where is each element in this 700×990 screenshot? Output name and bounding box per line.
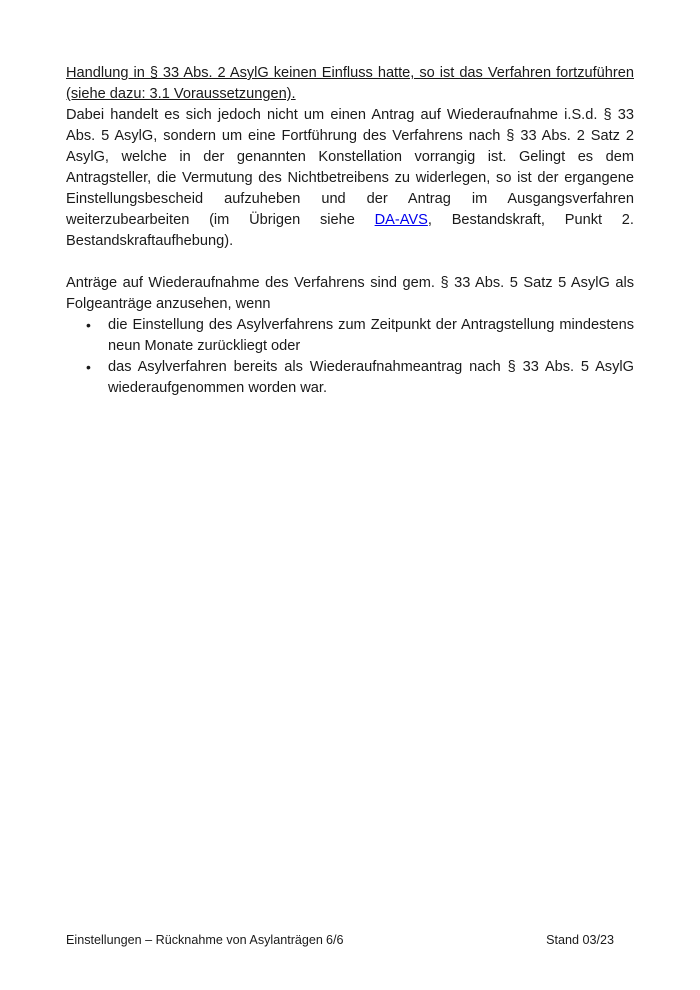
paragraph-fortfuehrung xyxy=(66,105,634,252)
list-item xyxy=(66,357,634,399)
paragraph-spacer xyxy=(66,252,634,273)
document-body xyxy=(66,63,634,399)
intro-paragraph: Handlung in § 33 Abs. 2 AsylG keinen Einfluss hatte, so ist das Verfahren fortzuführen (siehe dazu: 3.1 Voraussetzungen). xyxy=(66,65,634,102)
footer-stand: Stand 03/23 xyxy=(546,933,614,947)
paragraph-wiederaufnahme: Anträge auf Wiederaufnahme des Verfahrens sind gem. § 33 Abs. 5 Satz 5 AsylG als Folgeanträge anzusehen, wenn xyxy=(66,275,634,312)
da-avs-link[interactable]: DA-AVS xyxy=(374,212,428,228)
paragraph-text: Dabei handelt es sich jedoch nicht um einen Antrag auf Wiederaufnahme i.S.d. § 33 Abs. 5 AsylG, sondern um eine Fortführung des Verfahrens nach § 33 Abs. 2 Satz 2 AsylG, welche in der genannten Konstellation vorrangig ist. Gelingt es dem Antragsteller, die Vermutung des Nichtbetreibens zu widerlegen, so ist der ergangene Einstellungsbescheid aufzuheben und der Antrag im Ausgangsverfahren weiterzubearbeiten (im Übrigen siehe xyxy=(66,107,634,228)
list-item-text: das Asylverfahren bereits als Wiederaufnahmeantrag nach § 33 Abs. 5 AsylG wiederaufgenommen worden war. xyxy=(108,359,634,396)
paragraph-text-end: , Bestandskraft, Punkt 2. Bestandskraftaufhebung). xyxy=(66,212,634,249)
list-item xyxy=(66,315,634,357)
footer-title: Einstellungen – Rücknahme von Asylanträgen xyxy=(66,933,323,947)
list-item-text: die Einstellung des Asylverfahrens zum Zeitpunkt der Antragstellung mindestens neun Monate zurückliegt oder xyxy=(108,317,634,354)
page-number: 6/6 xyxy=(326,933,344,947)
bullet-list xyxy=(66,315,634,399)
bullet-icon: • xyxy=(86,317,91,333)
bullet-icon: • xyxy=(86,359,91,375)
